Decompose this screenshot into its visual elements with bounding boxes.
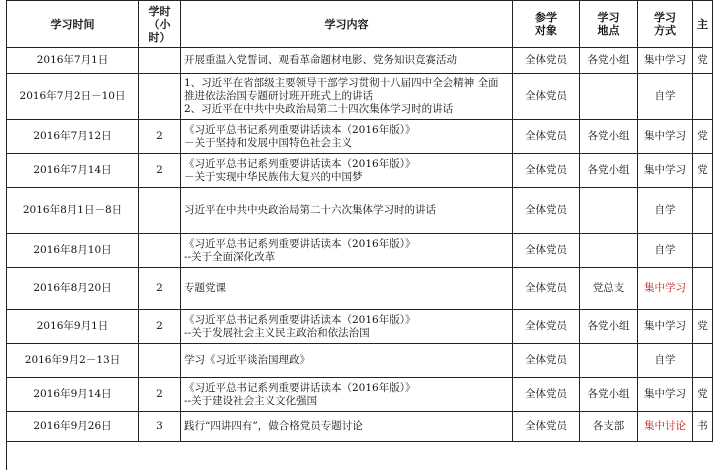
cell-extra [693, 74, 713, 120]
cell-audience: 全体党员 [513, 48, 580, 74]
cell-audience: 全体党员 [513, 154, 580, 188]
cell-content: 践行“四讲四有”，做合格党员专题讨论 [181, 412, 513, 442]
cell-place: 各党小组 [580, 154, 638, 188]
header-time: 学习时间 [7, 1, 139, 48]
cell-audience: 全体党员 [513, 188, 580, 234]
cell-method: 自学 [638, 344, 693, 378]
cell-place: 各党小组 [580, 378, 638, 412]
table-row [7, 234, 713, 268]
cell-place [580, 188, 638, 234]
header-extra: 主 [693, 1, 713, 48]
cell-content: 《习近平总书记系列重要讲话读本（2016年版）》 --关于建设社会主义文化强国 [181, 378, 513, 412]
cell-method: 集中学习 [638, 378, 693, 412]
cell-audience: 全体党员 [513, 120, 580, 154]
table-row [7, 268, 713, 310]
cell-place [580, 74, 638, 120]
cell-place: 各支部 [580, 412, 638, 442]
cell-place: 党总支 [580, 268, 638, 310]
cell-hours: 2 [139, 378, 181, 412]
table-row [7, 120, 713, 154]
table-row [7, 188, 713, 234]
cell-place: 各党小组 [580, 120, 638, 154]
cell-extra: 党 [693, 378, 713, 412]
cell-time: 2016年8月10日 [7, 234, 139, 268]
cell-method: 集中讨论 [638, 412, 693, 442]
cell-time: 2016年7月14日 [7, 154, 139, 188]
table-row [7, 48, 713, 74]
table-row [7, 154, 713, 188]
cell-audience: 全体党员 [513, 378, 580, 412]
cell-content: 《习近平总书记系列重要讲话读本（2016年版）》 --关于全面深化改革 [181, 234, 513, 268]
cell-place [580, 344, 638, 378]
study-schedule-sheet [6, 0, 708, 470]
cell-audience: 全体党员 [513, 234, 580, 268]
cell-content: 习近平在中共中央政治局第二十六次集体学习时的讲话 [181, 188, 513, 234]
cell-extra: 党 [693, 310, 713, 344]
cell-time: 2016年9月2－13日 [7, 344, 139, 378]
cell-hours: 2 [139, 310, 181, 344]
cell-content: 学习《习近平谈治国理政》 [181, 344, 513, 378]
header-audience: 参学 对象 [513, 1, 580, 48]
cell-content: 开展重温入党誓词、观看革命题材电影、党务知识竞赛活动 [181, 48, 513, 74]
cell-content: 《习近平总书记系列重要讲话读本（2016年版）》 －关于实现中华民族伟大复兴的中国梦 [181, 154, 513, 188]
cell-audience: 全体党员 [513, 74, 580, 120]
table-row [7, 412, 713, 442]
table-row [7, 74, 713, 120]
cell-extra [693, 344, 713, 378]
cell-time: 2016年9月1日 [7, 310, 139, 344]
cell-content: 《习近平总书记系列重要讲话读本（2016年版）》 －关于坚持和发展中国特色社会主义 [181, 120, 513, 154]
cell-place [580, 234, 638, 268]
cell-method: 集中学习 [638, 48, 693, 74]
cell-content: 1、习近平在省部级主要领导干部学习贯彻十八届四中全会精神 全面推进依法治国专题研讨班开班式上的讲话 2、习近平在中共中央政治局第二十四次集体学习时的讲话 [181, 74, 513, 120]
cell-extra [693, 268, 713, 310]
cell-audience: 全体党员 [513, 310, 580, 344]
cell-method: 自学 [638, 234, 693, 268]
study-schedule-table [6, 0, 713, 442]
table-row [7, 344, 713, 378]
table-row [7, 378, 713, 412]
cell-audience: 全体党员 [513, 268, 580, 310]
header-content: 学习内容 [181, 1, 513, 48]
cell-extra: 党 [693, 154, 713, 188]
cell-audience: 全体党员 [513, 344, 580, 378]
cell-hours: 2 [139, 120, 181, 154]
cell-hours [139, 188, 181, 234]
cell-method: 集中学习 [638, 120, 693, 154]
cell-extra: 党 [693, 120, 713, 154]
cell-hours: 2 [139, 154, 181, 188]
cell-content: 专题党课 [181, 268, 513, 310]
cell-method: 集中学习 [638, 154, 693, 188]
cell-extra: 书 [693, 412, 713, 442]
cell-time: 2016年7月1日 [7, 48, 139, 74]
cell-method: 集中学习 [638, 310, 693, 344]
cell-hours: 2 [139, 268, 181, 310]
header-row [7, 1, 713, 48]
cell-extra [693, 188, 713, 234]
cell-time: 2016年9月14日 [7, 378, 139, 412]
cell-hours [139, 74, 181, 120]
cell-time: 2016年7月2日－10日 [7, 74, 139, 120]
cell-method: 自学 [638, 188, 693, 234]
cell-hours [139, 234, 181, 268]
cell-audience: 全体党员 [513, 412, 580, 442]
cell-method: 自学 [638, 74, 693, 120]
cell-extra [693, 234, 713, 268]
cell-time: 2016年8月20日 [7, 268, 139, 310]
cell-extra: 党 [693, 48, 713, 74]
cell-hours [139, 48, 181, 74]
cell-time: 2016年9月26日 [7, 412, 139, 442]
cell-hours [139, 344, 181, 378]
cell-method: 集中学习 [638, 268, 693, 310]
header-method: 学习 方式 [638, 1, 693, 48]
header-place: 学习 地点 [580, 1, 638, 48]
header-hours: 学时 （小时） [139, 1, 181, 48]
cell-time: 2016年8月1日－8日 [7, 188, 139, 234]
cell-place: 各党小组 [580, 48, 638, 74]
cell-time: 2016年7月12日 [7, 120, 139, 154]
table-row [7, 310, 713, 344]
cell-hours: 3 [139, 412, 181, 442]
cell-place: 各党小组 [580, 310, 638, 344]
cell-content: 《习近平总书记系列重要讲话读本（2016年版）》 --关于发展社会主义民主政治和依法治国 [181, 310, 513, 344]
